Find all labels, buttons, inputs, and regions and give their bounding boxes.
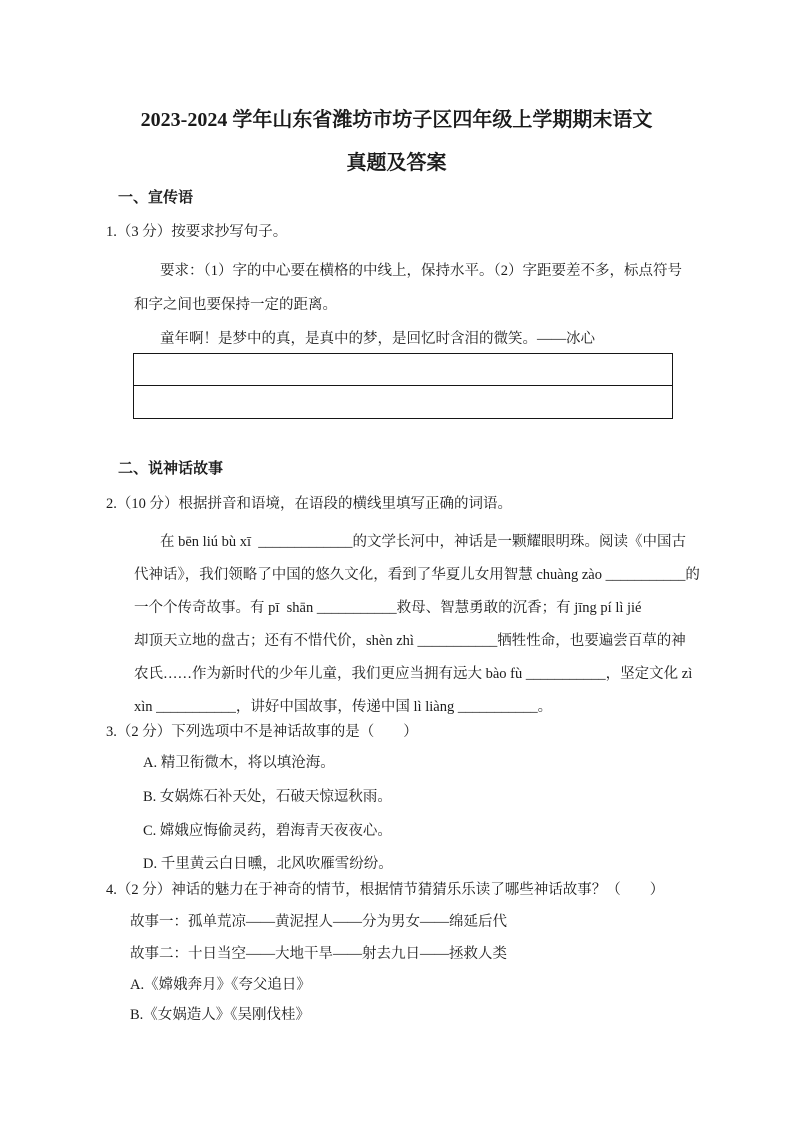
answer-box-row-bottom — [134, 386, 672, 418]
question1-requirement-line1: 要求：（1）字的中心要在横格的中线上，保持水平。（2）字距要差不多，标点符号 — [160, 263, 682, 279]
question4-stem: 4.（2 分）神话的魅力在于神奇的情节，根据情节猜猜乐乐读了哪些神话故事？（ ） — [106, 882, 665, 898]
question4-option-a: A.《嫦娥奔月》《夸父追日》 — [130, 977, 311, 993]
question3-option-b: B. 女娲炼石补天处，石破天惊逗秋雨。 — [143, 789, 392, 805]
question1-stem: 1.（3 分）按要求抄写句子。 — [106, 224, 288, 240]
question3-stem: 3.（2 分）下列选项中不是神话故事的是（ ） — [106, 724, 418, 740]
question2-paragraph-line: 在 bēn liú bù xī _____________的文学长河中，神话是一颗耀眼明珠。阅读《中国古 — [160, 534, 687, 550]
question2-paragraph-line: xìn ___________，讲好中国故事，传递中国 lì liàng ___________。 — [134, 699, 553, 715]
question3-option-a: A. 精卫衔微木，将以填沧海。 — [143, 755, 335, 771]
page-title-line2: 真题及答案 — [346, 152, 447, 174]
answer-box-row-top — [134, 354, 672, 386]
handwriting-answer-box — [133, 353, 673, 419]
question3-option-d: D. 千里黄云白日曛，北风吹雁雪纷纷。 — [143, 856, 393, 872]
question4-story1: 故事一：孤单荒凉——黄泥捏人——分为男女——绵延后代 — [130, 914, 507, 930]
question1-requirement-line2: 和字之间也要保持一定的距离。 — [134, 297, 337, 313]
question1-quote: 童年啊！是梦中的真，是真中的梦，是回忆时含泪的微笑。——冰心 — [160, 331, 595, 347]
question2-paragraph-line: 却顶天立地的盘古；还有不惜代价，shèn zhì ___________牺牲性命，也要遍尝百草的神 — [134, 633, 686, 649]
question2-paragraph-line: 代神话》，我们领略了中国的悠久文化，看到了华夏儿女用智慧 chuàng zào ___________的 — [134, 567, 700, 583]
question3-option-c: C. 嫦娥应悔偷灵药，碧海青天夜夜心。 — [143, 823, 392, 839]
section2-heading: 二、说神话故事 — [118, 461, 224, 477]
question4-option-b: B.《女娲造人》《吴刚伐桂》 — [130, 1007, 311, 1023]
question2-paragraph-line: 农氏……作为新时代的少年儿童，我们更应当拥有远大 bào fù ___________，坚定文化 zì — [134, 666, 693, 682]
question2-stem: 2.（10 分）根据拼音和语境，在语段的横线里填写正确的词语。 — [106, 496, 512, 512]
page-title-line1: 2023-2024 学年山东省潍坊市坊子区四年级上学期期末语文 — [140, 109, 653, 131]
section1-heading: 一、宣传语 — [118, 190, 194, 206]
question4-story2: 故事二：十日当空——大地干旱——射去九日——拯救人类 — [130, 946, 507, 962]
question2-paragraph-line: 一个个传奇故事。有 pī shān ___________救母、智慧勇敢的沉香；有 jīng pí lì jié — [134, 600, 642, 616]
